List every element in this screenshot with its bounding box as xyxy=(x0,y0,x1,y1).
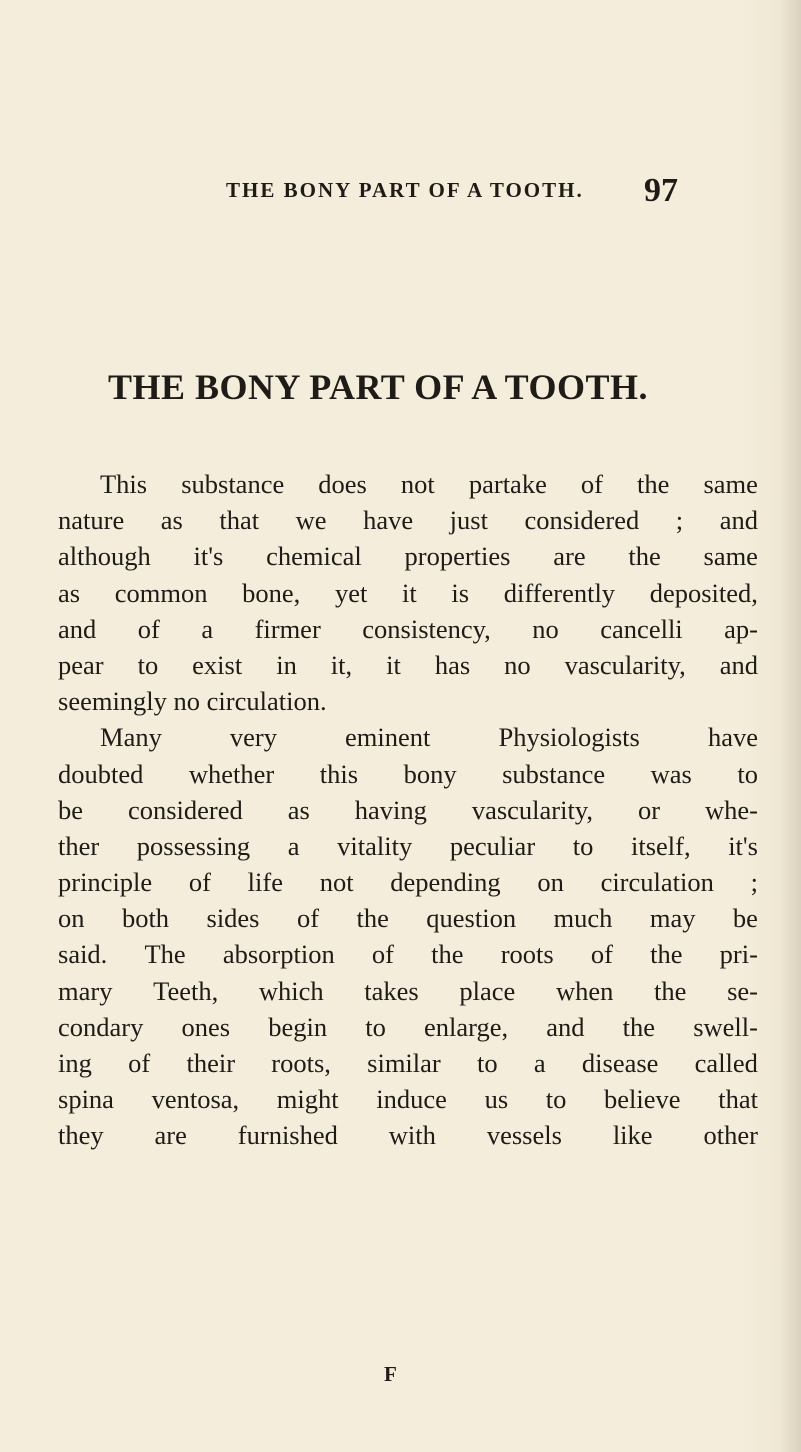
text-line: doubted whether this bony substance was to xyxy=(58,758,758,789)
text-line: spina ventosa, might induce us to believe that xyxy=(58,1084,758,1115)
text-line: be considered as having vascularity, or whe- xyxy=(58,794,758,825)
text-line: condary ones begin to enlarge, and the swell- xyxy=(58,1011,758,1042)
text-line: as common bone, yet it is differently deposited, xyxy=(58,577,758,608)
signature-mark: F xyxy=(384,1362,397,1386)
text-line: mary Teeth, which takes place when the se- xyxy=(58,975,758,1006)
text-line: on both sides of the question much may be xyxy=(58,903,758,934)
text-line: ther possessing a vitality peculiar to itself, it's xyxy=(58,830,758,861)
text-line: and of a firmer consistency, no cancelli ap- xyxy=(58,613,758,644)
text-line: although it's chemical properties are the same xyxy=(58,541,758,572)
text-line: principle of life not depending on circulation ; xyxy=(58,867,758,898)
text-line: pear to exist in it, it has no vascularity, and xyxy=(58,649,758,680)
section-title: THE BONY PART OF A TOOTH. xyxy=(108,367,649,407)
text-line: they are furnished with vessels like other xyxy=(58,1120,758,1151)
body-text xyxy=(58,466,758,1154)
page-number: 97 xyxy=(644,172,678,209)
running-head xyxy=(226,172,686,212)
text-line: Many very eminent Physiologists have xyxy=(100,722,758,753)
running-title: THE BONY PART OF A TOOTH. xyxy=(226,178,584,202)
text-line: seemingly no circulation. xyxy=(58,686,327,717)
text-line: ing of their roots, similar to a disease called xyxy=(58,1048,758,1078)
text-line: said. The absorption of the roots of the pri- xyxy=(58,939,758,970)
text-line: This substance does not partake of the same xyxy=(100,469,758,499)
text-line: nature as that we have just considered ; and xyxy=(58,505,758,536)
